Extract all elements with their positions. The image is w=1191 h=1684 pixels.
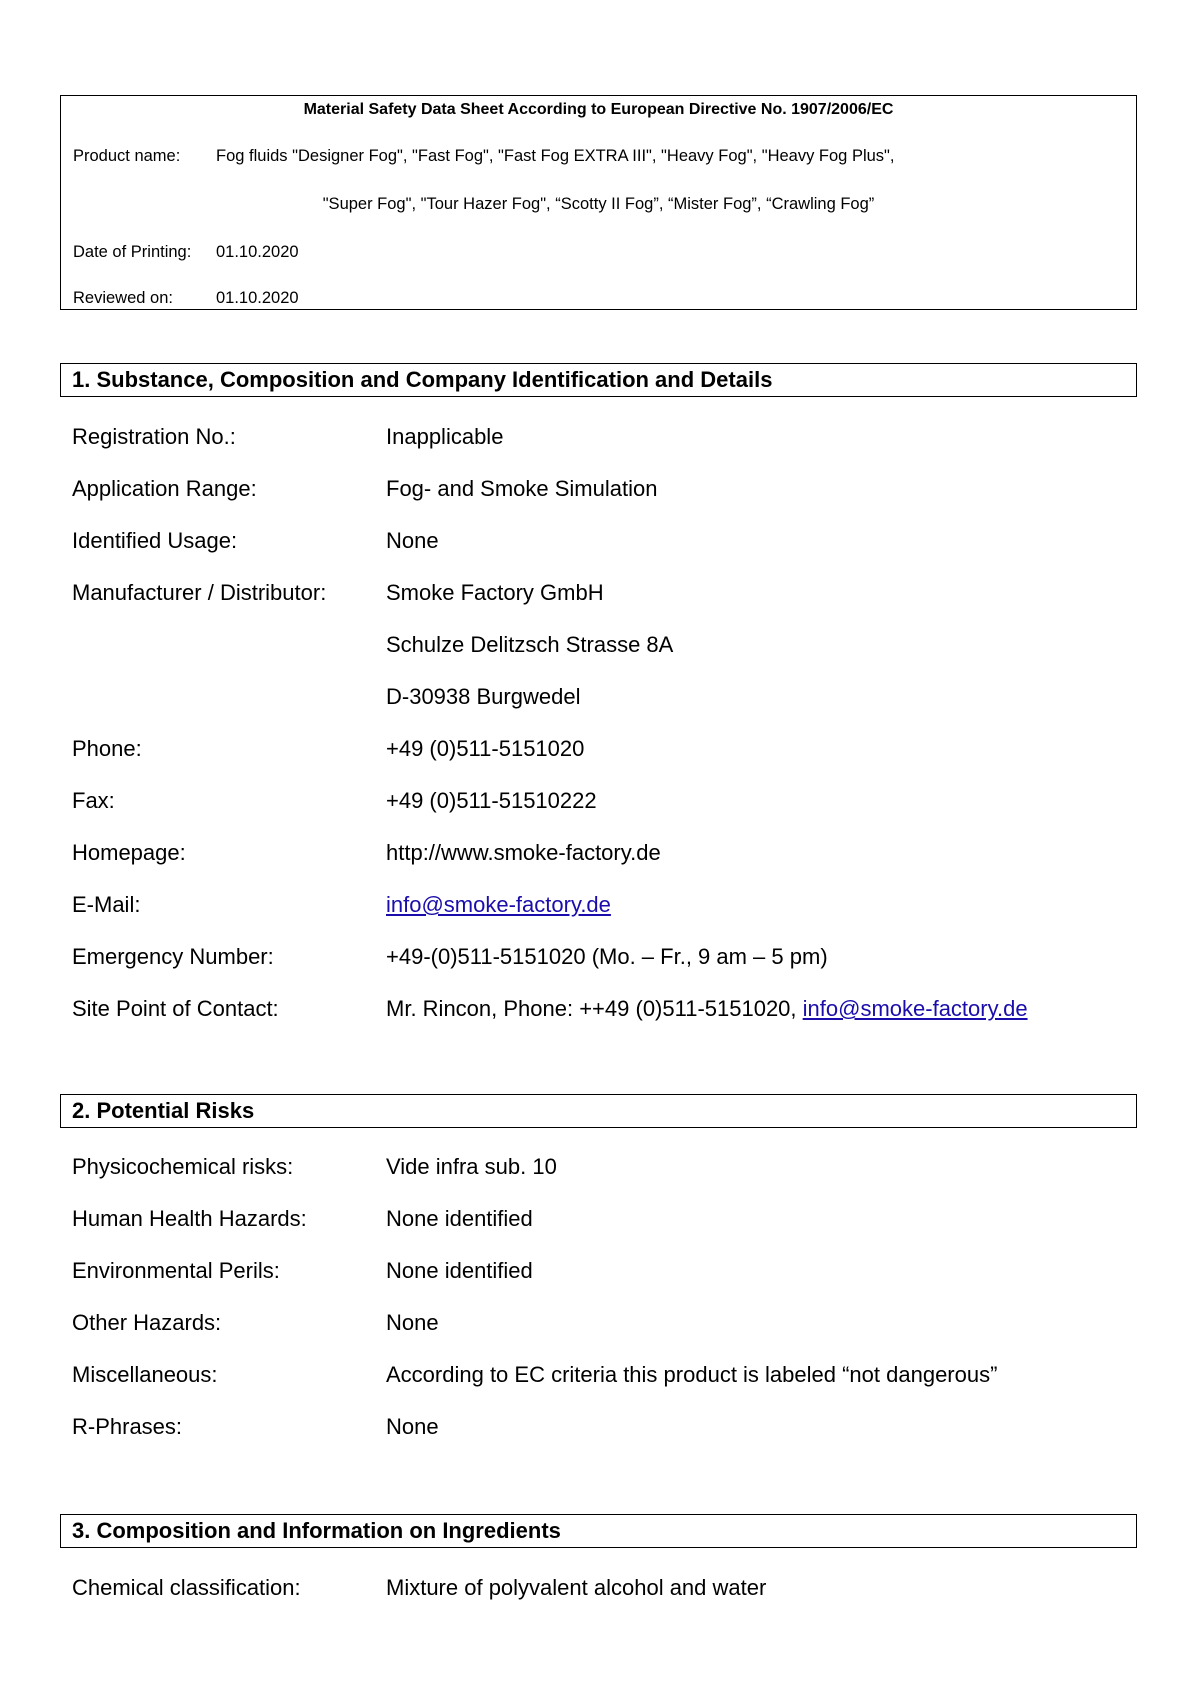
date-of-printing-value: 01.10.2020	[216, 243, 299, 261]
contact-value-text: Mr. Rincon, Phone: ++49 (0)511-5151020,	[386, 996, 803, 1021]
product-name-value-continued: "Super Fog", "Tour Hazer Fog", “Scotty II Fog”, “Mister Fog”, “Crawling Fog”	[322, 195, 875, 213]
chemical-classification-label: Chemical classification:	[72, 1575, 301, 1600]
registration-value: Inapplicable	[386, 424, 504, 449]
date-of-printing-label: Date of Printing:	[73, 243, 192, 261]
identified-usage-value: None	[386, 528, 439, 553]
product-name-row	[73, 147, 894, 166]
email-label: E-Mail:	[72, 892, 141, 917]
r-phrases-label: R-Phrases:	[72, 1414, 183, 1439]
manufacturer-value: Smoke Factory GmbH	[386, 580, 604, 605]
product-name-value: Fog fluids "Designer Fog", "Fast Fog", "Fast Fog EXTRA III", "Heavy Fog", "Heavy Fog Plus",	[216, 147, 895, 165]
application-range-value: Fog- and Smoke Simulation	[386, 476, 658, 501]
r-phrases-value: None	[386, 1414, 439, 1439]
other-hazards-label: Other Hazards:	[72, 1310, 222, 1335]
section-1-header: 1. Substance, Composition and Company Identification and Details	[60, 363, 1137, 397]
registration-label: Registration No.:	[72, 424, 236, 449]
contact-label: Site Point of Contact:	[72, 996, 279, 1021]
environmental-label: Environmental Perils:	[72, 1258, 280, 1283]
emergency-label: Emergency Number:	[72, 944, 274, 969]
reviewed-on-row	[73, 289, 299, 308]
homepage-label: Homepage:	[72, 840, 186, 865]
physicochemical-value: Vide infra sub. 10	[386, 1154, 557, 1179]
health-hazards-label: Human Health Hazards:	[72, 1206, 307, 1231]
product-name-label: Product name:	[73, 147, 181, 165]
application-range-label: Application Range:	[72, 476, 257, 501]
date-of-printing-row	[73, 243, 299, 262]
fax-value: +49 (0)511-51510222	[386, 788, 597, 813]
contact-email-link[interactable]: info@smoke-factory.de	[802, 996, 1028, 1021]
reviewed-on-label: Reviewed on:	[73, 289, 173, 307]
contact-value	[386, 996, 1028, 1022]
environmental-value: None identified	[386, 1258, 533, 1283]
manufacturer-label: Manufacturer / Distributor:	[72, 580, 327, 605]
section-3-header: 3. Composition and Information on Ingredients	[60, 1514, 1137, 1548]
fax-label: Fax:	[72, 788, 115, 813]
emergency-value: +49-(0)511-5151020 (Mo. – Fr., 9 am – 5 pm)	[386, 944, 828, 969]
chemical-classification-value: Mixture of polyvalent alcohol and water	[386, 1575, 767, 1600]
phone-label: Phone:	[72, 736, 142, 761]
miscellaneous-label: Miscellaneous:	[72, 1362, 218, 1387]
document-header	[60, 95, 1137, 310]
phone-value: +49 (0)511-5151020	[386, 736, 585, 761]
miscellaneous-value: According to EC criteria this product is labeled “not dangerous”	[386, 1362, 998, 1387]
identified-usage-label: Identified Usage:	[72, 528, 238, 553]
email-link[interactable]: info@smoke-factory.de	[386, 892, 611, 917]
other-hazards-value: None	[386, 1310, 439, 1335]
health-hazards-value: None identified	[386, 1206, 533, 1231]
homepage-value: http://www.smoke-factory.de	[386, 840, 661, 865]
reviewed-on-value: 01.10.2020	[216, 289, 299, 307]
physicochemical-label: Physicochemical risks:	[72, 1154, 294, 1179]
address-street-value: Schulze Delitzsch Strasse 8A	[386, 632, 674, 657]
address-city-value: D-30938 Burgwedel	[386, 684, 581, 709]
section-2-header: 2. Potential Risks	[60, 1094, 1137, 1128]
document-title: Material Safety Data Sheet According to European Directive No. 1907/2006/EC	[303, 101, 894, 118]
